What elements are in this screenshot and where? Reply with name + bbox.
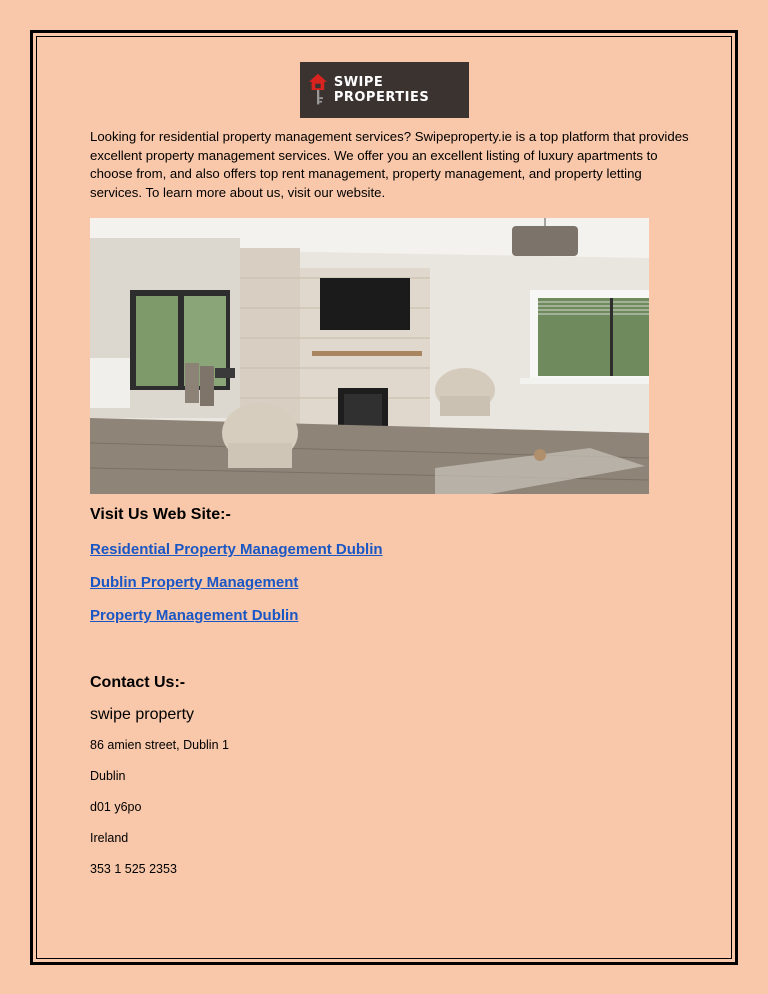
address-postcode: d01 y6po [90,800,142,814]
link-dublin-property-management[interactable]: Dublin Property Management [90,574,299,591]
logo-text: SWIPE PROPERTIES [333,75,430,105]
address-country: Ireland [90,831,129,845]
visit-heading: Visit Us Web Site:- [90,506,231,523]
company-name: swipe property [90,706,195,723]
address-city: Dublin [90,769,126,783]
link-property-management-dublin[interactable]: Property Management Dublin [90,607,299,624]
address-street: 86 amien street, Dublin 1 [90,738,229,752]
house-key-icon [308,70,328,110]
contact-heading: Contact Us:- [90,674,186,691]
phone-number: 353 1 525 2353 [90,862,177,876]
link-residential-property-management-dublin[interactable]: Residential Property Management Dublin [90,541,383,558]
living-room-photo [90,218,649,494]
company-logo [300,62,469,118]
intro-paragraph: Looking for residential property management services? Swipeproperty.ie is a top platform that provides excellent property management services. We offer you an excellent listing of luxury apartments to choose from, and also offers top rent management, property management, and property letting services. To learn more about us, visit our website. [90,129,689,200]
